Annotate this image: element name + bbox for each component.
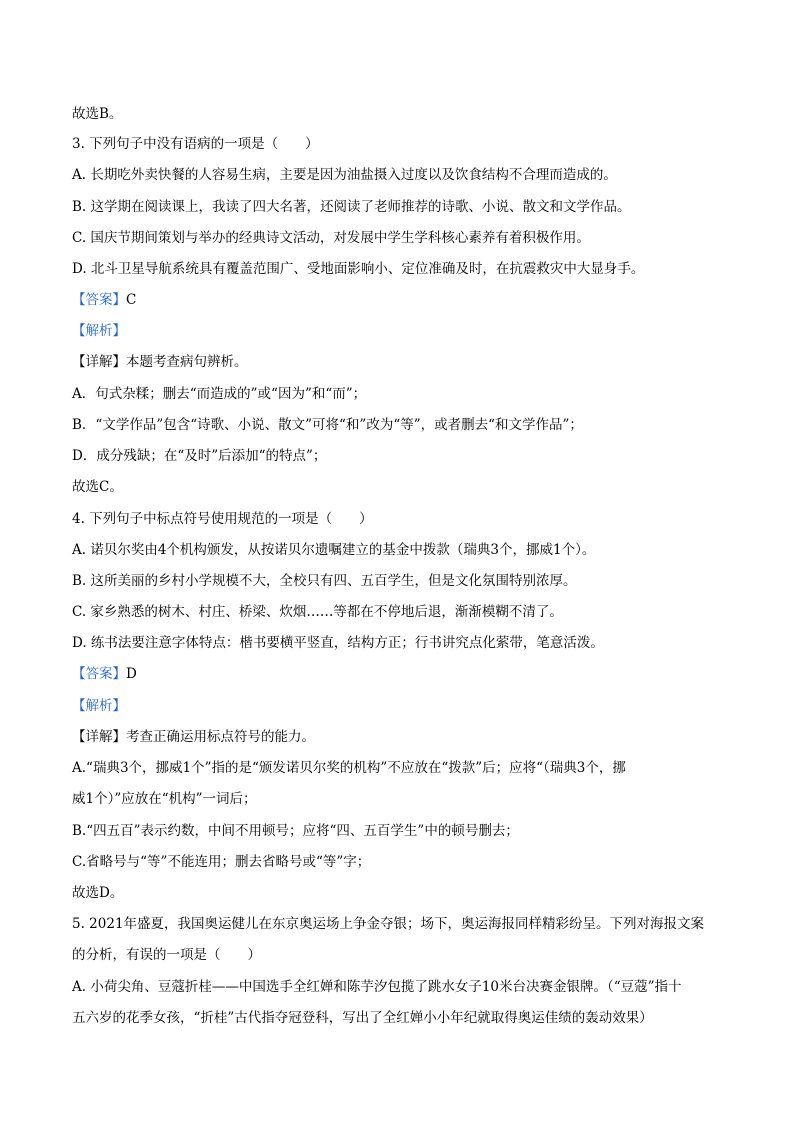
option-b: B. 这学期在阅读课上，我读了四大名著，还阅读了老师推荐的诗歌、小说、散文和文学作品。	[72, 199, 631, 215]
answer-value: D	[126, 666, 137, 682]
detail-line: 【详解】本题考查病句辨析。	[72, 354, 248, 370]
text-line: 故选D。	[72, 885, 124, 901]
text-line: A．句式杂糅；删去“而造成的”或“因为”和“而”；	[72, 386, 367, 402]
analysis-line	[72, 322, 734, 340]
option-c: C. 国庆节期间策划与举办的经典诗文活动，对发展中学生学科核心素养有着积极作用。	[72, 230, 590, 246]
question-4-stem: 4. 下列句子中标点符号使用规范的一项是（ ）	[72, 511, 373, 527]
analysis-tag: 【解析】	[72, 698, 126, 714]
detail-line: 【详解】考查正确运用标点符号的能力。	[72, 729, 315, 745]
option-a: A. 小荷尖角、豆蔻折桂——中国选手全红婵和陈芋汐包揽了跳水女子10米台决赛金银牌。（“豆蔻”指十	[72, 979, 682, 995]
answer-value: C	[126, 292, 137, 308]
question-3-stem: 3. 下列句子中没有语病的一项是（ ）	[72, 136, 319, 152]
text-line: B.“四五百”表示约数，中间不用顿号；应将“四、五百学生”中的顿号删去；	[72, 823, 519, 839]
option-b: B. 这所美丽的乡村小学规模不大，全校只有四、五百学生，但是文化氛围特别浓厚。	[72, 573, 577, 589]
text-line: 威1个）”应放在“机构”一词后；	[72, 791, 257, 807]
text-line: 故选B。	[72, 106, 123, 122]
text-line: C.省略号与“等”不能连用；删去省略号或“等”字；	[72, 854, 371, 870]
option-c: C. 家乡熟悉的树木、村庄、桥梁、炊烟……等都在不停地后退，渐渐模糊不清了。	[72, 604, 563, 620]
option-a: A. 诺贝尔奖由4个机构颁发，从按诺贝尔遗嘱建立的基金中拨款（瑞典3个，挪威1个）。	[72, 542, 596, 558]
detail-tag: 【详解】	[72, 354, 126, 370]
option-d: D. 北斗卫星导航系统具有覆盖范围广、受地面影响小、定位准确及时，在抗震救灾中大显身手。	[72, 261, 645, 277]
text-line: D．成分残缺；在“及时”后添加“的特点”；	[72, 448, 327, 464]
detail-tag: 【详解】	[72, 729, 126, 745]
question-5-stem: 的分析，有误的一项是（ ）	[72, 947, 261, 963]
answer-tag: 【答案】	[72, 292, 126, 308]
option-a: 五六岁的花季女孩，“折桂”古代指夺冠登科，写出了全红婵小小年纪就取得奥运佳绩的轰动效果）	[72, 1010, 653, 1026]
answer-line	[72, 665, 734, 683]
question-5-stem: 5. 2021年盛夏，我国奥运健儿在东京奥运场上争金夺银；场下，奥运海报同样精彩纷呈。下列对海报文案	[72, 916, 705, 932]
answer-line	[72, 291, 734, 309]
text-line: B．“文学作品”包含“诗歌、小说、散文”可将“和”改为“等”，或者删去“和文学作品”；	[72, 417, 583, 433]
analysis-line	[72, 697, 734, 715]
answer-tag: 【答案】	[72, 666, 126, 682]
option-a: A. 长期吃外卖快餐的人容易生病，主要是因为油盐摄入过度以及饮食结构不合理而造成的。	[72, 167, 617, 183]
text-line: 故选C。	[72, 479, 123, 495]
text-line: A.“瑞典3个，挪威1个”指的是“颁发诺贝尔奖的机构”不应放在“拨款”后；应将“（瑞典3个，挪	[72, 760, 626, 776]
option-d: D. 练书法要注意字体特点：楷书要横平竖直，结构方正；行书讲究点化萦带，笔意活泼。	[72, 635, 604, 651]
analysis-tag: 【解析】	[72, 323, 126, 339]
